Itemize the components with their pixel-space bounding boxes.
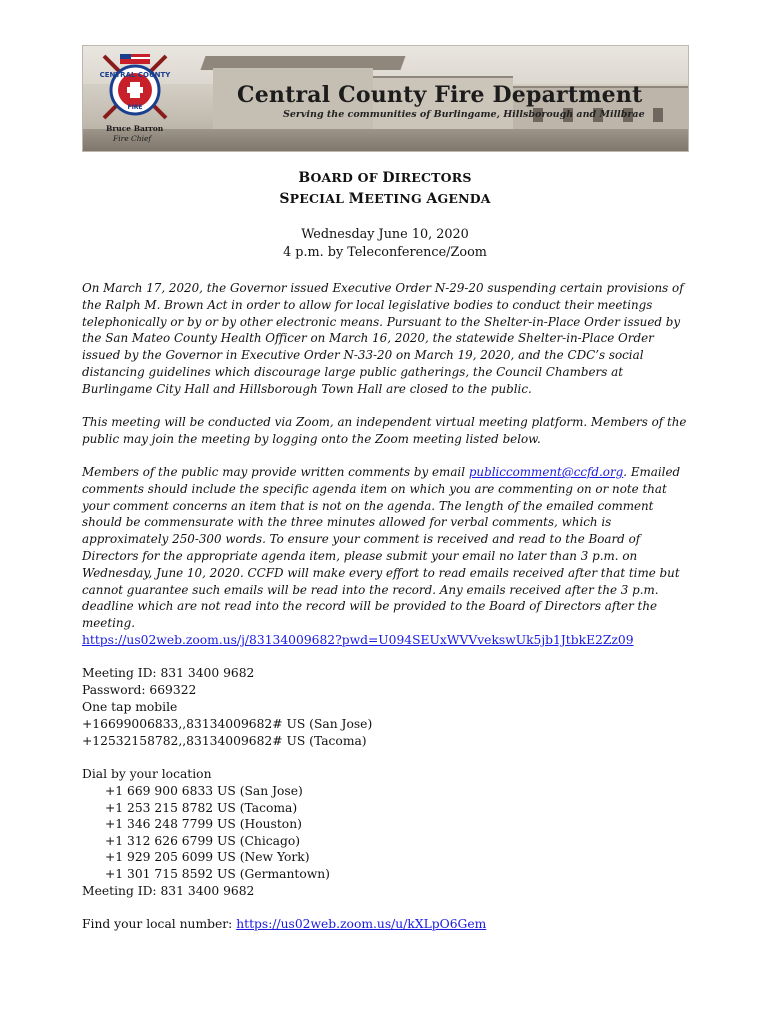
dial-number: +1 312 626 6799 US (Chicago): [105, 834, 301, 848]
banner-window: [653, 108, 663, 122]
zoom-join-link-line: [82, 632, 634, 649]
badge-top-text: CENTRAL COUNTY: [99, 71, 171, 79]
dial-number: +1 929 205 6099 US (New York): [105, 850, 310, 864]
org-name: Central County Fire Department: [237, 82, 643, 108]
executive-order-paragraph: On March 17, 2020, the Governor issued Executive Order N-29-20 suspending certain provisions of the Ralph M. Brown Act in order to allow for local legislative bodies to conduct their meetings telephonically or by or by other electronic means. Pursuant to the Shelter-in-Place Order issued by the San Mateo County Health Officer on March 16, 2020, the statewide Shelter-in-Place Order issued by the Governor in Executive Order N-33-20 on March 19, 2020, and the CDC’s social distancing guidelines which discourage large public gatherings, the Council Chambers at Burlingame City Hall and Hillsborough Town Hall are closed to the public.: [82, 281, 684, 396]
public-comment-email-link[interactable]: publiccomment@ccfd.org: [468, 465, 624, 479]
heading-special-meeting-agenda: SPECIAL MEETING AGENDA: [279, 191, 491, 207]
dial-number: +1 346 248 7799 US (Houston): [105, 817, 302, 831]
dial-number: +1 301 715 8592 US (Germantown): [105, 867, 330, 881]
meeting-date: Wednesday June 10, 2020: [301, 227, 469, 242]
dial-number: +1 253 215 8782 US (Tacoma): [105, 801, 298, 815]
chief-title: Fire Chief: [113, 134, 152, 143]
meeting-time: 4 p.m. by Teleconference/Zoom: [283, 245, 487, 260]
local-number-link[interactable]: https://us02web.zoom.us/u/kXLpO6Gem: [236, 917, 487, 931]
public-comment-paragraph: Members of the public may provide written comments by email publiccomment@ccfd.org. Emailed comments should include the specific agenda item on which you are commenting on or note that your comment concerns an item that is not on the agenda. The length of the emailed comment should be commensurate with the three minutes allowed for verbal comments, which is approximately 250-300 words. To ensure your comment is received and read to the Board of Directors for the appropriate agenda item, please submit your email no later than 3 p.m. on Wednesday, June 10, 2020. CCFD will make every effort to read emails received after that time but cannot guarantee such emails will be read into the record. Any emails received after the 3 p.m. deadline which are not read into the record will be provided to the Board of Directors after the meeting.: [82, 465, 681, 631]
zoom-join-link[interactable]: https://us02web.zoom.us/j/83134009682?pwd=U094SEUxWVVvekswUk5jb1JtbkE2Zz09: [82, 633, 634, 647]
banner-street: [83, 129, 688, 151]
meeting-password: Password: 669322: [82, 683, 197, 697]
meeting-id: Meeting ID: 831 3400 9682: [82, 666, 255, 680]
one-tap-number-1: +16699006833,,83134009682# US (San Jose): [82, 717, 373, 731]
badge-bottom-text: FIRE: [127, 104, 143, 111]
heading-board-of-directors: BOARD OF DIRECTORS: [298, 170, 472, 186]
chief-name: Bruce Barron: [106, 124, 164, 133]
dial-by-location-label: Dial by your location: [82, 767, 212, 781]
org-tagline: Serving the communities of Burlingame, Hillsborough and Millbrae: [283, 109, 645, 120]
one-tap-number-2: +12532158782,,83134009682# US (Tacoma): [82, 734, 367, 748]
fire-department-badge-logo: [90, 52, 180, 124]
local-number-line: Find your local number: https://us02web.zoom.us/u/kXLpO6Gem: [82, 917, 487, 931]
letterhead-banner: [82, 45, 689, 152]
zoom-info-paragraph: This meeting will be conducted via Zoom, an independent virtual meeting platform. Members of the public may join the meeting by logging onto the Zoom meeting listed below.: [82, 415, 687, 446]
one-tap-label: One tap mobile: [82, 700, 178, 714]
dial-number: +1 669 900 6833 US (San Jose): [105, 784, 303, 798]
meeting-id-repeat: Meeting ID: 831 3400 9682: [82, 884, 255, 898]
